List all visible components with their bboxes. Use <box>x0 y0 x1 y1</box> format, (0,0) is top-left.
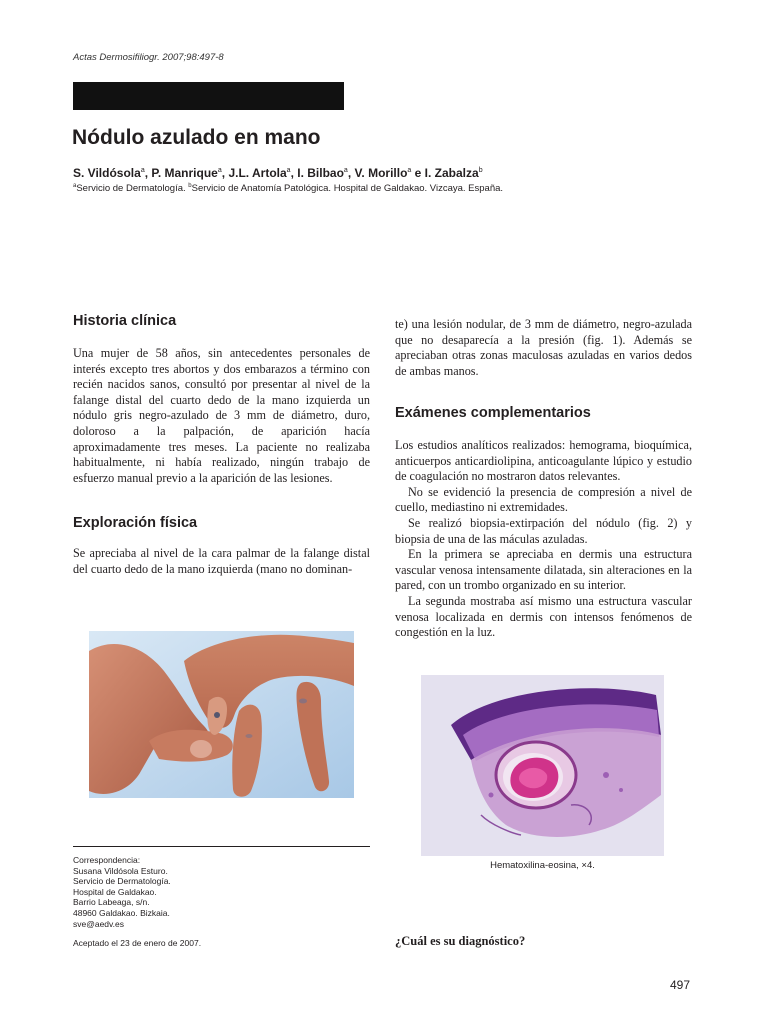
correspondence-line: Barrio Labeaga, s/n. <box>73 897 150 908</box>
author-separator: , <box>347 166 355 180</box>
author: J.L. Artola <box>228 166 287 180</box>
page-number: 497 <box>670 978 691 992</box>
author: I. Bilbao <box>297 166 344 180</box>
footnote-divider <box>73 846 370 847</box>
affiliation-text: Servicio de Dermatología. <box>76 183 189 194</box>
author-affiliation-mark: a <box>140 167 145 174</box>
section-heading-examenes: Exámenes complementarios <box>395 405 591 421</box>
affiliation-mark: a <box>73 182 77 189</box>
author-separator: e <box>411 166 425 180</box>
examenes-paragraph: Se realizó biopsia-extirpación del nódulo (fig. 2) y biopsia de una de las máculas azuladas. <box>395 515 692 546</box>
correspondence-line: Susana Vildósola Esturo. <box>73 865 168 876</box>
affiliation-text: Servicio de Anatomía Patológica. Hospital de Galdakao. Vizcaya. España. <box>191 183 504 194</box>
figure-hand-photo <box>89 631 354 798</box>
correspondence-email: sve@aedv.es <box>73 918 124 929</box>
author-separator: , <box>221 166 229 180</box>
section-label-bar <box>73 82 344 110</box>
affiliations <box>73 183 503 194</box>
diagnosis-question: ¿Cuál es su diagnóstico? <box>395 934 526 948</box>
author-affiliation-mark: b <box>478 167 483 174</box>
author: I. Zabalza <box>424 166 479 180</box>
author-affiliation-mark: a <box>343 167 348 174</box>
exploracion-paragraph-continued: te) una lesión nodular, de 3 mm de diámetro, negro-azulada que no desaparecía a la presión (fig. 1). Además se apreciaban otras zonas maculosas azuladas en varios dedos de ambas manos. <box>395 317 692 378</box>
accepted-date: Aceptado el 23 de enero de 2007. <box>73 938 202 948</box>
examenes-paragraph: La segunda mostraba así mismo una estructura vascular venosa localizada en dermis con intensos fenómenos de congestión en la luz. <box>395 593 692 640</box>
author-separator: , <box>290 166 298 180</box>
author-affiliation-mark: a <box>217 167 222 174</box>
author: V. Morillo <box>354 166 408 180</box>
exploracion-paragraph: Se apreciaba al nivel de la cara palmar de la falange distal del cuarto dedo de la mano izquierda (mano no dominan- <box>73 546 370 576</box>
section-heading-historia: Historia clínica <box>73 313 177 329</box>
author-affiliation-mark: a <box>407 167 412 174</box>
author-separator: , <box>144 166 152 180</box>
examenes-body <box>395 438 692 641</box>
historia-paragraph: Una mujer de 58 años, sin antecedentes personales de interés excepto tres abortos y dos embarazos a término con recién nacidos sanos, consultó por presentar al nivel de la falange distal del cuarto dedo de la mano izquierda un nódulo gris negro-azulado de 3 mm de diámetro, duro, doloroso a la palpación, de aparición hacía aproximadamente tres meses. La paciente no realizaba habitualmente, ni había realizado, ningún trabajo de esfuerzo manual previo a la aparición de las lesiones. <box>73 346 370 485</box>
author: P. Manrique <box>151 166 218 180</box>
journal-reference: Actas Dermosifiliogr. 2007;98:497-8 <box>73 52 224 63</box>
correspondence-line: Hospital de Galdakao. <box>73 886 157 897</box>
correspondence-block <box>73 855 171 929</box>
hand-photo-image <box>89 631 354 798</box>
figure-caption: Hematoxilina-eosina, ×4. <box>490 860 595 871</box>
correspondence-line: Servicio de Dermatología. <box>73 876 171 887</box>
histology-image <box>421 675 664 856</box>
examenes-paragraph: No se evidenció la presencia de compresión a nivel de cuello, mediastino ni extremidades. <box>395 484 692 515</box>
author: S. Vildósola <box>73 166 141 180</box>
figure-histology-image <box>421 675 664 856</box>
author-list <box>73 166 483 180</box>
examenes-paragraph: Los estudios analíticos realizados: hemograma, bioquímica, anticuerpos anticardiolipina, anticoagulante lúpico y estudio de coagulación no mostraron datos relevantes. <box>395 438 692 484</box>
correspondence-line: 48960 Galdakao. Bizkaia. <box>73 907 170 918</box>
section-heading-exploracion: Exploración física <box>73 515 198 531</box>
author-affiliation-mark: a <box>286 167 291 174</box>
affiliation-mark: b <box>188 182 192 189</box>
article-title: Nódulo azulado en mano <box>72 126 321 149</box>
correspondence-line: Correspondencia: <box>73 855 141 865</box>
examenes-paragraph: En la primera se apreciaba en dermis una estructura vascular venosa intensamente dilatada, sin alteraciones en la pared, con un trombo organizado en su interior. <box>395 547 692 593</box>
